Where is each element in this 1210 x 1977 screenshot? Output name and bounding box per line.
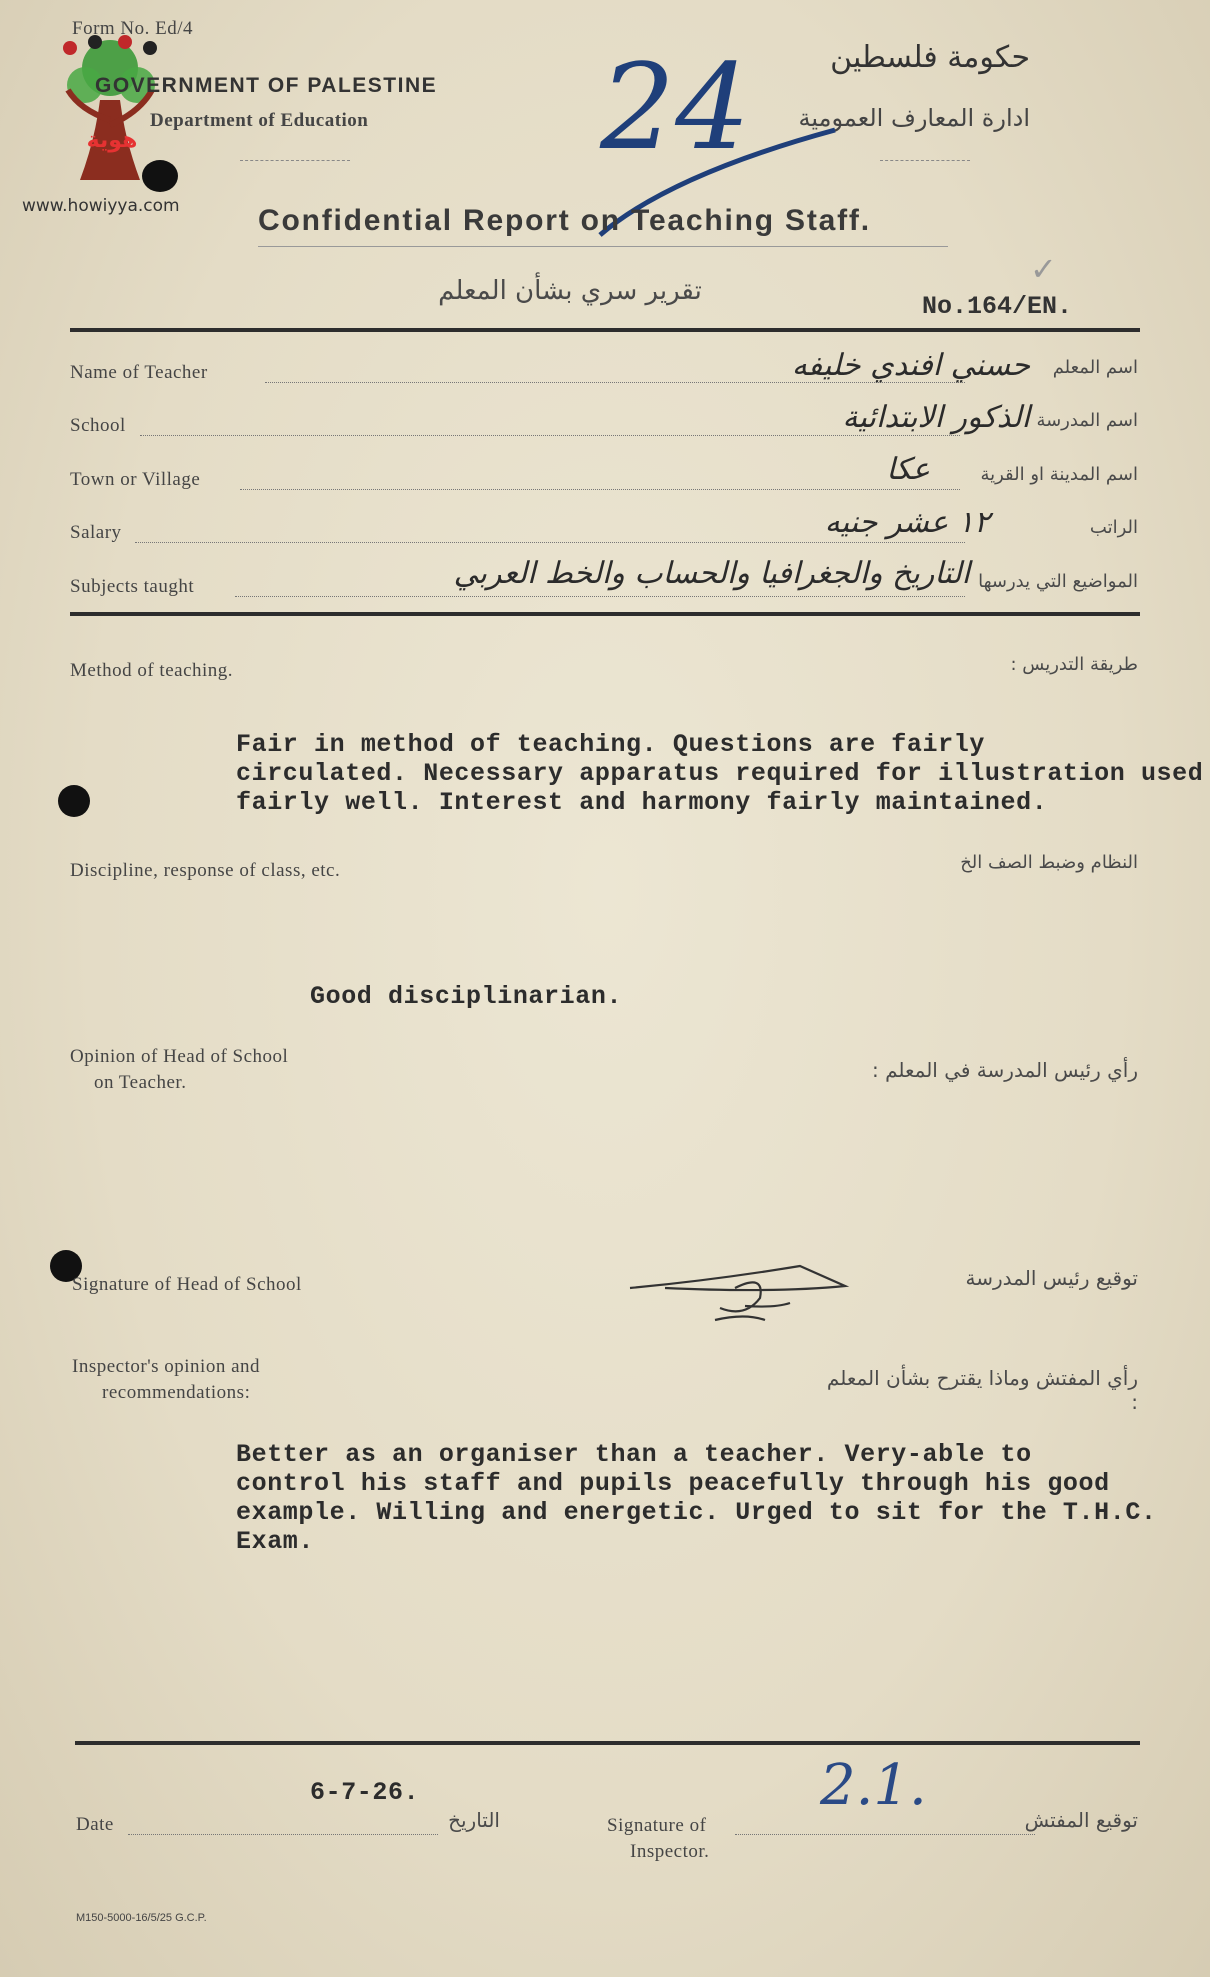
check-mark-icon: ✓ (1030, 250, 1057, 288)
date-label-arabic: التاريخ (448, 1808, 500, 1832)
date-dotted-line (128, 1834, 438, 1835)
inspector-signature-label-arabic: توقيع المفتش (1024, 1808, 1138, 1832)
header-rule-right (880, 160, 970, 161)
field-label-town: Town or Village (70, 469, 201, 490)
head-signature-scribble (625, 1258, 855, 1333)
inspector-label-2: recommendations: (102, 1382, 251, 1403)
head-opinion-label-arabic: رأي رئيس المدرسة في المعلم : (871, 1058, 1138, 1082)
header-rule-left (240, 160, 350, 161)
discipline-label-arabic: النظام وضبط الصف الخ (960, 852, 1138, 873)
field-label-ar-town: اسم المدينة او القرية (980, 464, 1138, 485)
watermark-site: www.howiyya.com (22, 196, 180, 216)
logo-text: هوية (86, 128, 138, 153)
field-value-name: حسني افندي خليفه (791, 348, 1030, 383)
discipline-text: Good disciplinarian. (310, 982, 623, 1011)
method-label-arabic: طريقة التدريس : (1010, 654, 1138, 675)
inspector-signature-label-1: Signature of (607, 1815, 707, 1836)
punch-hole-top (58, 785, 90, 817)
report-title-arabic: تقرير سري بشأن المعلم (438, 276, 702, 306)
inspector-label-arabic: رأي المفتش وماذا يقترح بشأن المعلم : (826, 1366, 1138, 1414)
signature-dotted-line (735, 1834, 1035, 1835)
field-value-salary: ١٢ عشر جنيه (824, 505, 990, 540)
field-label-ar-name: اسم المعلم (1052, 357, 1138, 378)
print-code: M150-5000-16/5/25 G.C.P. (76, 1912, 207, 1924)
dotted-line-subjects (235, 596, 965, 597)
field-value-town: عكا (886, 452, 930, 487)
ink-blot (142, 160, 178, 192)
inspector-text: Better as an organiser than a teacher. Very-able to control his staff and pupils peacefully through his good example. Willing and energetic. Urged to sit for the T.H.C. Exam. (236, 1440, 1157, 1556)
discipline-label: Discipline, response of class, etc. (70, 860, 341, 881)
date-value: 6-7-26. (310, 1778, 420, 1807)
field-label-salary: Salary (70, 522, 122, 543)
field-value-school: الذكور الابتدائية (842, 400, 1030, 435)
field-label-ar-school: اسم المدرسة (1036, 410, 1138, 431)
inspector-signature-value: 2.1. (820, 1753, 927, 1818)
title-underline (258, 246, 948, 247)
method-text: Fair in method of teaching. Questions are fairly circulated. Necessary apparatus required for illustration used fairly well. Interest and harmony fairly maintained. (236, 730, 1204, 817)
government-title: GOVERNMENT OF PALESTINE (95, 74, 438, 97)
field-label-school: School (70, 415, 126, 436)
footer-rule (75, 1741, 1140, 1745)
field-label-name: Name of Teacher (70, 362, 208, 383)
field-label-ar-subjects: المواضيع التي يدرسها (978, 571, 1138, 592)
date-label: Date (76, 1814, 114, 1835)
inspector-signature-label-2: Inspector. (630, 1841, 710, 1862)
department-arabic: ادارة المعارف العمومية (798, 104, 1030, 132)
head-signature-label-arabic: توقيع رئيس المدرسة (965, 1266, 1138, 1290)
field-label-ar-salary: الراتب (1089, 517, 1138, 538)
report-title: Confidential Report on Teaching Staff. (258, 204, 871, 237)
form-number: Form No. Ed/4 (72, 18, 194, 39)
fields-bottom-rule (70, 612, 1140, 616)
inspector-label-1: Inspector's opinion and (72, 1356, 261, 1377)
field-value-subjects: التاريخ والجغرافيا والحساب والخط العربي (453, 556, 970, 591)
head-opinion-label-2: on Teacher. (94, 1072, 187, 1093)
department-title: Department of Education (150, 110, 369, 131)
dotted-line-salary (135, 542, 965, 543)
head-opinion-label-1: Opinion of Head of School (70, 1046, 289, 1067)
field-label-subjects: Subjects taught (70, 576, 195, 597)
top-rule (70, 328, 1140, 332)
method-label: Method of teaching. (70, 660, 234, 681)
dotted-line-school (140, 435, 960, 436)
file-number: 24 (600, 38, 751, 176)
government-arabic: حكومة فلسطين (830, 40, 1030, 75)
head-signature-label: Signature of Head of School (72, 1274, 302, 1295)
dotted-line-town (240, 489, 960, 490)
report-number: No.164/EN. (922, 292, 1073, 321)
